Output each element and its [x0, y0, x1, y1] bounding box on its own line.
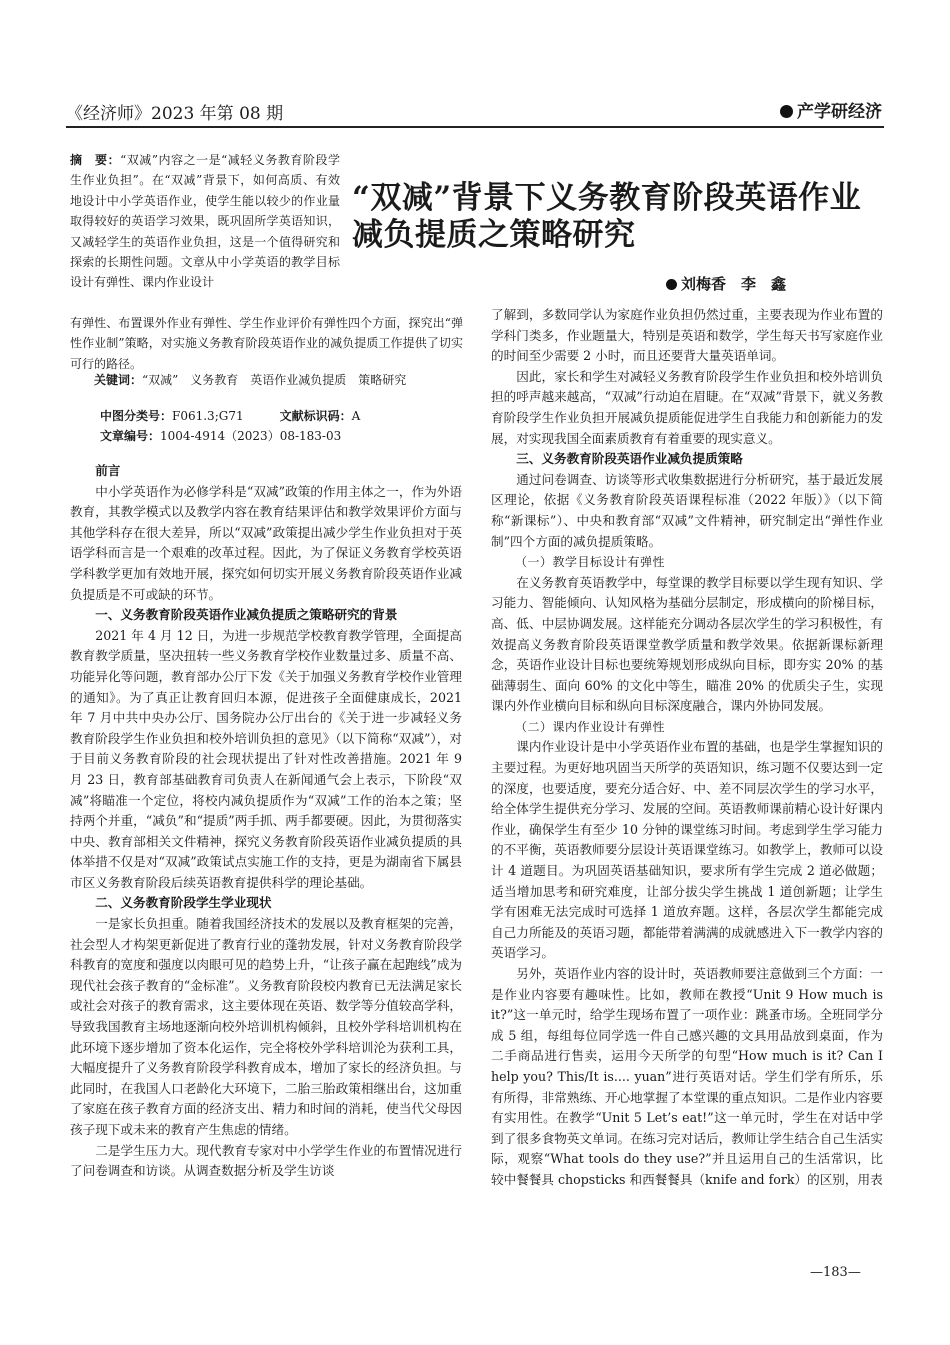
body-column-left — [70, 461, 462, 1182]
paragraph: 了解到，多数同学认为家庭作业负担仍然过重，主要表现为作业布置的学科门类多，作业题量大，特别是英语和数学，学生每天书写家庭作业的时间至少需要 2 小时，而且还要背大量英语单词。 — [491, 307, 883, 364]
section-heading: 前言 — [95, 463, 121, 478]
section-heading: 三、义务教育阶段英语作业减负提质策略 — [516, 451, 743, 467]
article-no-label: 文章编号： — [100, 429, 161, 443]
paragraph: 另外，英语作业内容的设计时，英语教师要注意做到三个方面：一是作业内容要有趣味性。比如，教师在教授“Unit 9 How much is it?”这一单元时，给学生现场布置了一项作业：跳蚤市场。全班同学分成 5 组，每组每位同学选一件自己感兴趣的文具用品放到桌面，作为二手商品进行售卖，运用今天所学的句型“How much is it? Can I help you? This/It is.... yuan”进行英语对话。学生们学有所乐，乐有所得，非常熟练、开心地掌握了本堂课的重点知识。二是作业内容要有实用性。在教学“Unit 5 Let’s eat!”这一单元时，学生在对话中学到了很多食物英文单词。在练习完对话后，教师让学生结合自己生活实际，观察“What tools do they use?”并且运用自己的生活常识，比较中餐餐具 chopsticks 和西餐餐具（knife and fork）的区别，用表 — [491, 966, 883, 1187]
paragraph: 2021 年 4 月 12 日，为进一步规范学校教育教学管理，全面提高教育教学质量，坚决扭转一些义务教育学校作业数量过多、质量不高、功能异化等问题，教育部办公厅下发《关于加强义务教育学校作业管理的通知》。为了真正让教育回归本源，促进孩子全面健康成长，2021 年 7 月中共中央办公厅、国务院办公厅出台的《关于进一步减轻义务教育阶段学生作业负担和校外培训负担的意见》（以下简称“双减”），对于目前义务教育阶段的社会现状提出了针对性改善措施。2021 年 9 月 23 日，教育部基础教育司负责人在新闻通气会上表示，下阶段“双减”将瞄准一个定位，将校内减负提质作为“双减”工作的治本之策；坚持两个并重，“减负”和“提质”两手抓、两手都要硬。因此，为贯彻落实中央、教育部相关文件精神，探究义务教育阶段英语作业减负提质的具体举措不仅是对“双减”政策试点实施工作的支持，更是为湖南省下属县市区义务教育阶段后续英语教育提供科学的理论基础。 — [70, 627, 462, 890]
paragraph: 通过问卷调查、访谈等形式收集数据进行分析研究，基于最近发展区理论，依据《义务教育阶段英语课程标准（2022 年版）》（以下简称“新课标”）、中央和教育部“双减”文件精神，研究制定出“弹性作业制”四个方面的减负提质策略。 — [491, 471, 883, 549]
section-heading: 一、义务教育阶段英语作业减负提质之策略研究的背景 — [95, 607, 398, 623]
keywords-label: 关键词： — [94, 373, 143, 387]
article-title: “双减”背景下义务教育阶段英语作业减负提质之策略研究 — [352, 180, 862, 254]
body-column-right — [491, 305, 883, 1191]
paragraph: 二是学生压力大。现代教育专家对中小学学生作业的布置情况进行了问卷调查和访谈。从调查数据分析及学生访谈 — [70, 1142, 462, 1179]
section-heading: 二、义务教育阶段学生学业现状 — [95, 895, 272, 911]
paragraph: 在义务教育英语教学中，每堂课的教学目标要以学生现有知识、学习能力、智能倾向、认知风格为基础分层制定，形成横向的阶梯目标，高、低、中层协调发展。这样能充分调动各层次学生的学习积极性，有效提高义务教育阶段英语课堂教学质量和教学效果。依据新课标新理念，英语作业设计目标也要统筹规划形成纵向目标，即夯实 20% 的基础薄弱生、面向 60% 的文化中等生，瞄准 20% 的优质尖子生，实现课内外作业横向目标和纵向目标深度融合，课内外协同发展。 — [491, 574, 883, 714]
section-label — [780, 97, 882, 122]
keywords-text: “双减” 义务教育 英语作业减负提质 策略研究 — [142, 373, 407, 387]
abstract-label: 摘 要： — [70, 153, 121, 167]
author-names: 刘梅香 李 鑫 — [681, 275, 787, 293]
header-rule — [66, 126, 884, 128]
section-label-text: 产学研经济 — [797, 102, 882, 122]
authors — [666, 273, 886, 294]
abstract-continued: 有弹性、布置课外作业有弹性、学生作业评价有弹性四个方面，探究出“弹性作业制”策略，对实施义务教育阶段英语作业的减负提质工作提供了切实可行的路径。 — [70, 316, 463, 371]
keywords — [70, 370, 463, 390]
abstract — [70, 150, 340, 293]
bullet-dot-icon — [780, 105, 793, 118]
subsection-heading: （一）教学目标设计有弹性 — [515, 555, 666, 570]
page-number: —183— — [810, 1265, 861, 1280]
paragraph: 因此，家长和学生对减轻义务教育阶段学生作业负担和校外培训负担的呼声越来越高，“双减”行动迫在眉睫。在“双减”背景下，就义务教育阶段学生作业负担开展减负提质能促进学生自我能力和创新能力的发展，对实现我国全面素质教育有着重要的现实意义。 — [491, 368, 883, 446]
journal-issue: 《经济师》2023 年第 08 期 — [66, 104, 284, 124]
clc-label: 中图分类号： — [100, 409, 173, 423]
paragraph: 一是家长负担重。随着我国经济技术的发展以及教育框架的完善，社会型人才构架更新促进了教育行业的蓬勃发展，针对义务教育阶段学科教育的宽度和强度以肉眼可见的趋势上升，“让孩子赢在起跑线”成为现代社会孩子教育的“金标准”。义务教育阶段校内教育已无法满足家长或社会对孩子的教育需求，这主要体现在英语、数学等分值较高学科，导致我国教育主场地逐渐向校外培训机构倾斜，且校外学科培训机构在此环境下逐步增加了资本化运作，完全将校外学科培训沦为获利工具，大幅度提升了义务教育阶段学科教育成本，增加了家长的经济负担。与此同时，在我国人口老龄化大环境下，二胎三胎政策相继出台，这加重了家庭在孩子教育方面的经济支出、精力和时间的消耗，使当代父母因孩子现下或未来的教育产生焦虑的情绪。 — [70, 916, 462, 1137]
paragraph: 课内作业设计是中小学英语作业布置的基础，也是学生掌握知识的主要过程。为更好地巩固当天所学的英语知识，练习题不仅要达到一定的深度，也要适度，要充分适合好、中、差不同层次学生的学习水平，给全体学生提供充分学习、发展的空间。英语教师课前精心设计好课内作业，确保学生有至少 10 分钟的课堂练习时间。考虑到学生学习能力的不平衡，英语教师要分层设计英语课堂练习。如教学上，教师可以设计 4 道题目。为巩固英语基础知识，要求所有学生完成 2 道必做题；适当增加思考和研究难度，让部分拔尖学生挑战 1 道创新题；让学生学有困难无法完成时可选择 1 道放弃题。这样，各层次学生都能完成自己力所能及的英语习题，都能带着满满的成就感进入下一教学内容的英语学习。 — [491, 739, 883, 961]
clc-value: F061.3;G71 — [172, 409, 244, 423]
doc-code-label: 文献标识码： — [279, 409, 352, 423]
paragraph: 中小学英语作为必修学科是“双减”政策的作用主体之一，作为外语教育，其教学模式以及教学内容在教育结果评估和教学效果评价方面与其他学科存在很大差异，所以“双减”政策提出减少学生作业负担对于英语学科而言是一个艰难的改革过程。因此，为了保证义务教育学校英语学科教学更加有效地开展，探究如何切实开展义务教育阶段英语作业减负提质是不可或缺的环节。 — [70, 483, 462, 602]
abstract-text: “双减”内容之一是“减轻义务教育阶段学生作业负担”。在“双减”背景下，如何高质、有效地设计中小学英语作业，使学生能以较少的作业量取得较好的英语学习效果，既巩固所学英语知识，又减轻学生的英语作业负担，这是一个值得研究和探索的长期性问题。文章从中小学英语的教学目标设计有弹性、课内作业设计 — [70, 153, 340, 290]
article-no-value: 1004-4914（2023）08-183-03 — [160, 429, 342, 443]
subsection-heading: （二）课内作业设计有弹性 — [515, 719, 666, 734]
classification-info — [100, 406, 460, 446]
doc-code-value: A — [351, 409, 361, 423]
bullet-dot-icon — [666, 279, 677, 290]
